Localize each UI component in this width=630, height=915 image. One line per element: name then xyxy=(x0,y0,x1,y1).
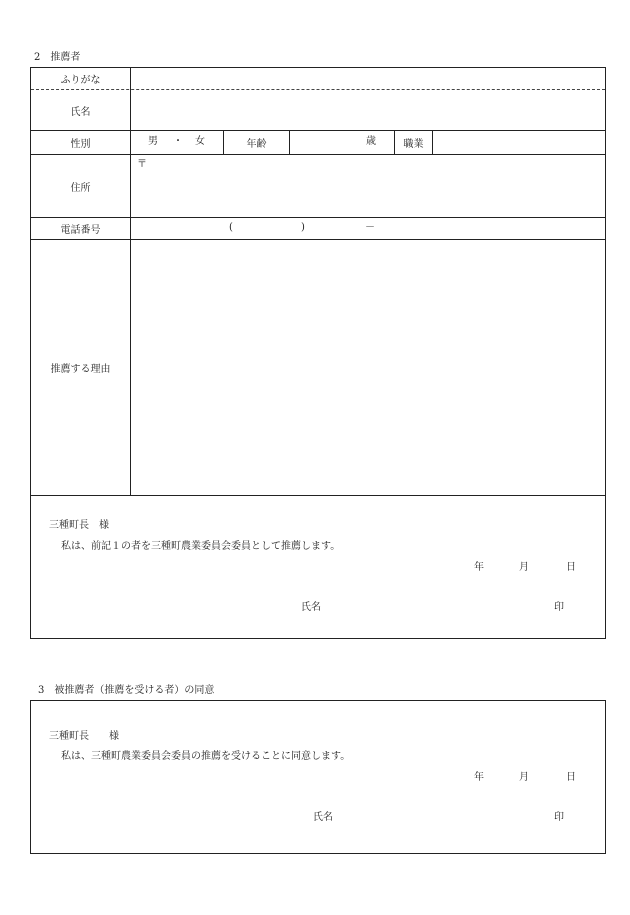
occupation-input[interactable] xyxy=(434,132,604,152)
furigana-input[interactable] xyxy=(132,70,602,88)
reason-input[interactable] xyxy=(132,241,604,493)
occupation-value-divider xyxy=(432,130,433,154)
declaration-date-month: 月 xyxy=(519,562,529,573)
phone-label: 電話番号 xyxy=(60,225,101,236)
phone-middle-input[interactable] xyxy=(308,220,362,238)
name-input[interactable] xyxy=(132,92,602,128)
reason-label: 推薦する理由 xyxy=(50,364,111,375)
section-3-heading: 3 被推薦者（推薦を受ける者）の同意 xyxy=(38,685,215,696)
age-unit: 歳 xyxy=(366,136,376,147)
postal-code-input[interactable] xyxy=(150,156,270,172)
label-column-divider xyxy=(130,68,131,495)
address-label: 住所 xyxy=(70,182,91,194)
consent-statement: 私は、三種町農業委員会委員の推薦を受けることに同意します。 xyxy=(61,751,351,762)
name-label: 氏名 xyxy=(70,106,91,118)
declaration-statement: 私は、前記１の者を三種町農業委員会委員として推薦します。 xyxy=(61,541,341,552)
phone-last-input[interactable] xyxy=(378,220,498,238)
declaration-date-day: 日 xyxy=(566,562,576,573)
age-label: 年齢 xyxy=(246,139,267,150)
consent-addressee: 三種町長 様 xyxy=(49,731,119,742)
consent-date-month: 月 xyxy=(519,772,529,783)
gender-female-option[interactable]: 女 xyxy=(195,136,205,147)
phone-close-paren: ) xyxy=(301,222,305,233)
phone-area-input[interactable] xyxy=(132,220,224,238)
phone-exchange-input[interactable] xyxy=(236,220,298,238)
consent-date-year: 年 xyxy=(474,772,484,783)
phone-open-paren: ( xyxy=(229,222,233,233)
gender-separator: ・ xyxy=(173,136,183,147)
consent-date-day: 日 xyxy=(566,772,576,783)
furigana-label: ふりがな xyxy=(60,75,101,86)
address-input[interactable] xyxy=(132,174,602,216)
declaration-addressee: 三種町長 様 xyxy=(49,520,109,531)
declaration-signature-input[interactable] xyxy=(330,598,540,616)
reason-divider xyxy=(31,495,605,496)
consent-seal: 印 xyxy=(554,812,564,823)
consent-signature-input[interactable] xyxy=(342,808,542,826)
postal-mark: 〒 xyxy=(137,159,147,170)
age-value-divider xyxy=(289,130,290,154)
gender-male-option[interactable]: 男 xyxy=(148,136,158,147)
declaration-date-year: 年 xyxy=(474,562,484,573)
declaration-seal: 印 xyxy=(554,602,564,613)
occupation-label: 職業 xyxy=(403,139,424,150)
gender-label: 性別 xyxy=(70,139,91,150)
consent-signature-label: 氏名 xyxy=(313,812,333,823)
section-2-heading: 2 推薦者 xyxy=(34,52,81,63)
age-input[interactable] xyxy=(291,132,361,152)
declaration-signature-label: 氏名 xyxy=(301,602,321,613)
phone-dash: － xyxy=(365,222,375,233)
